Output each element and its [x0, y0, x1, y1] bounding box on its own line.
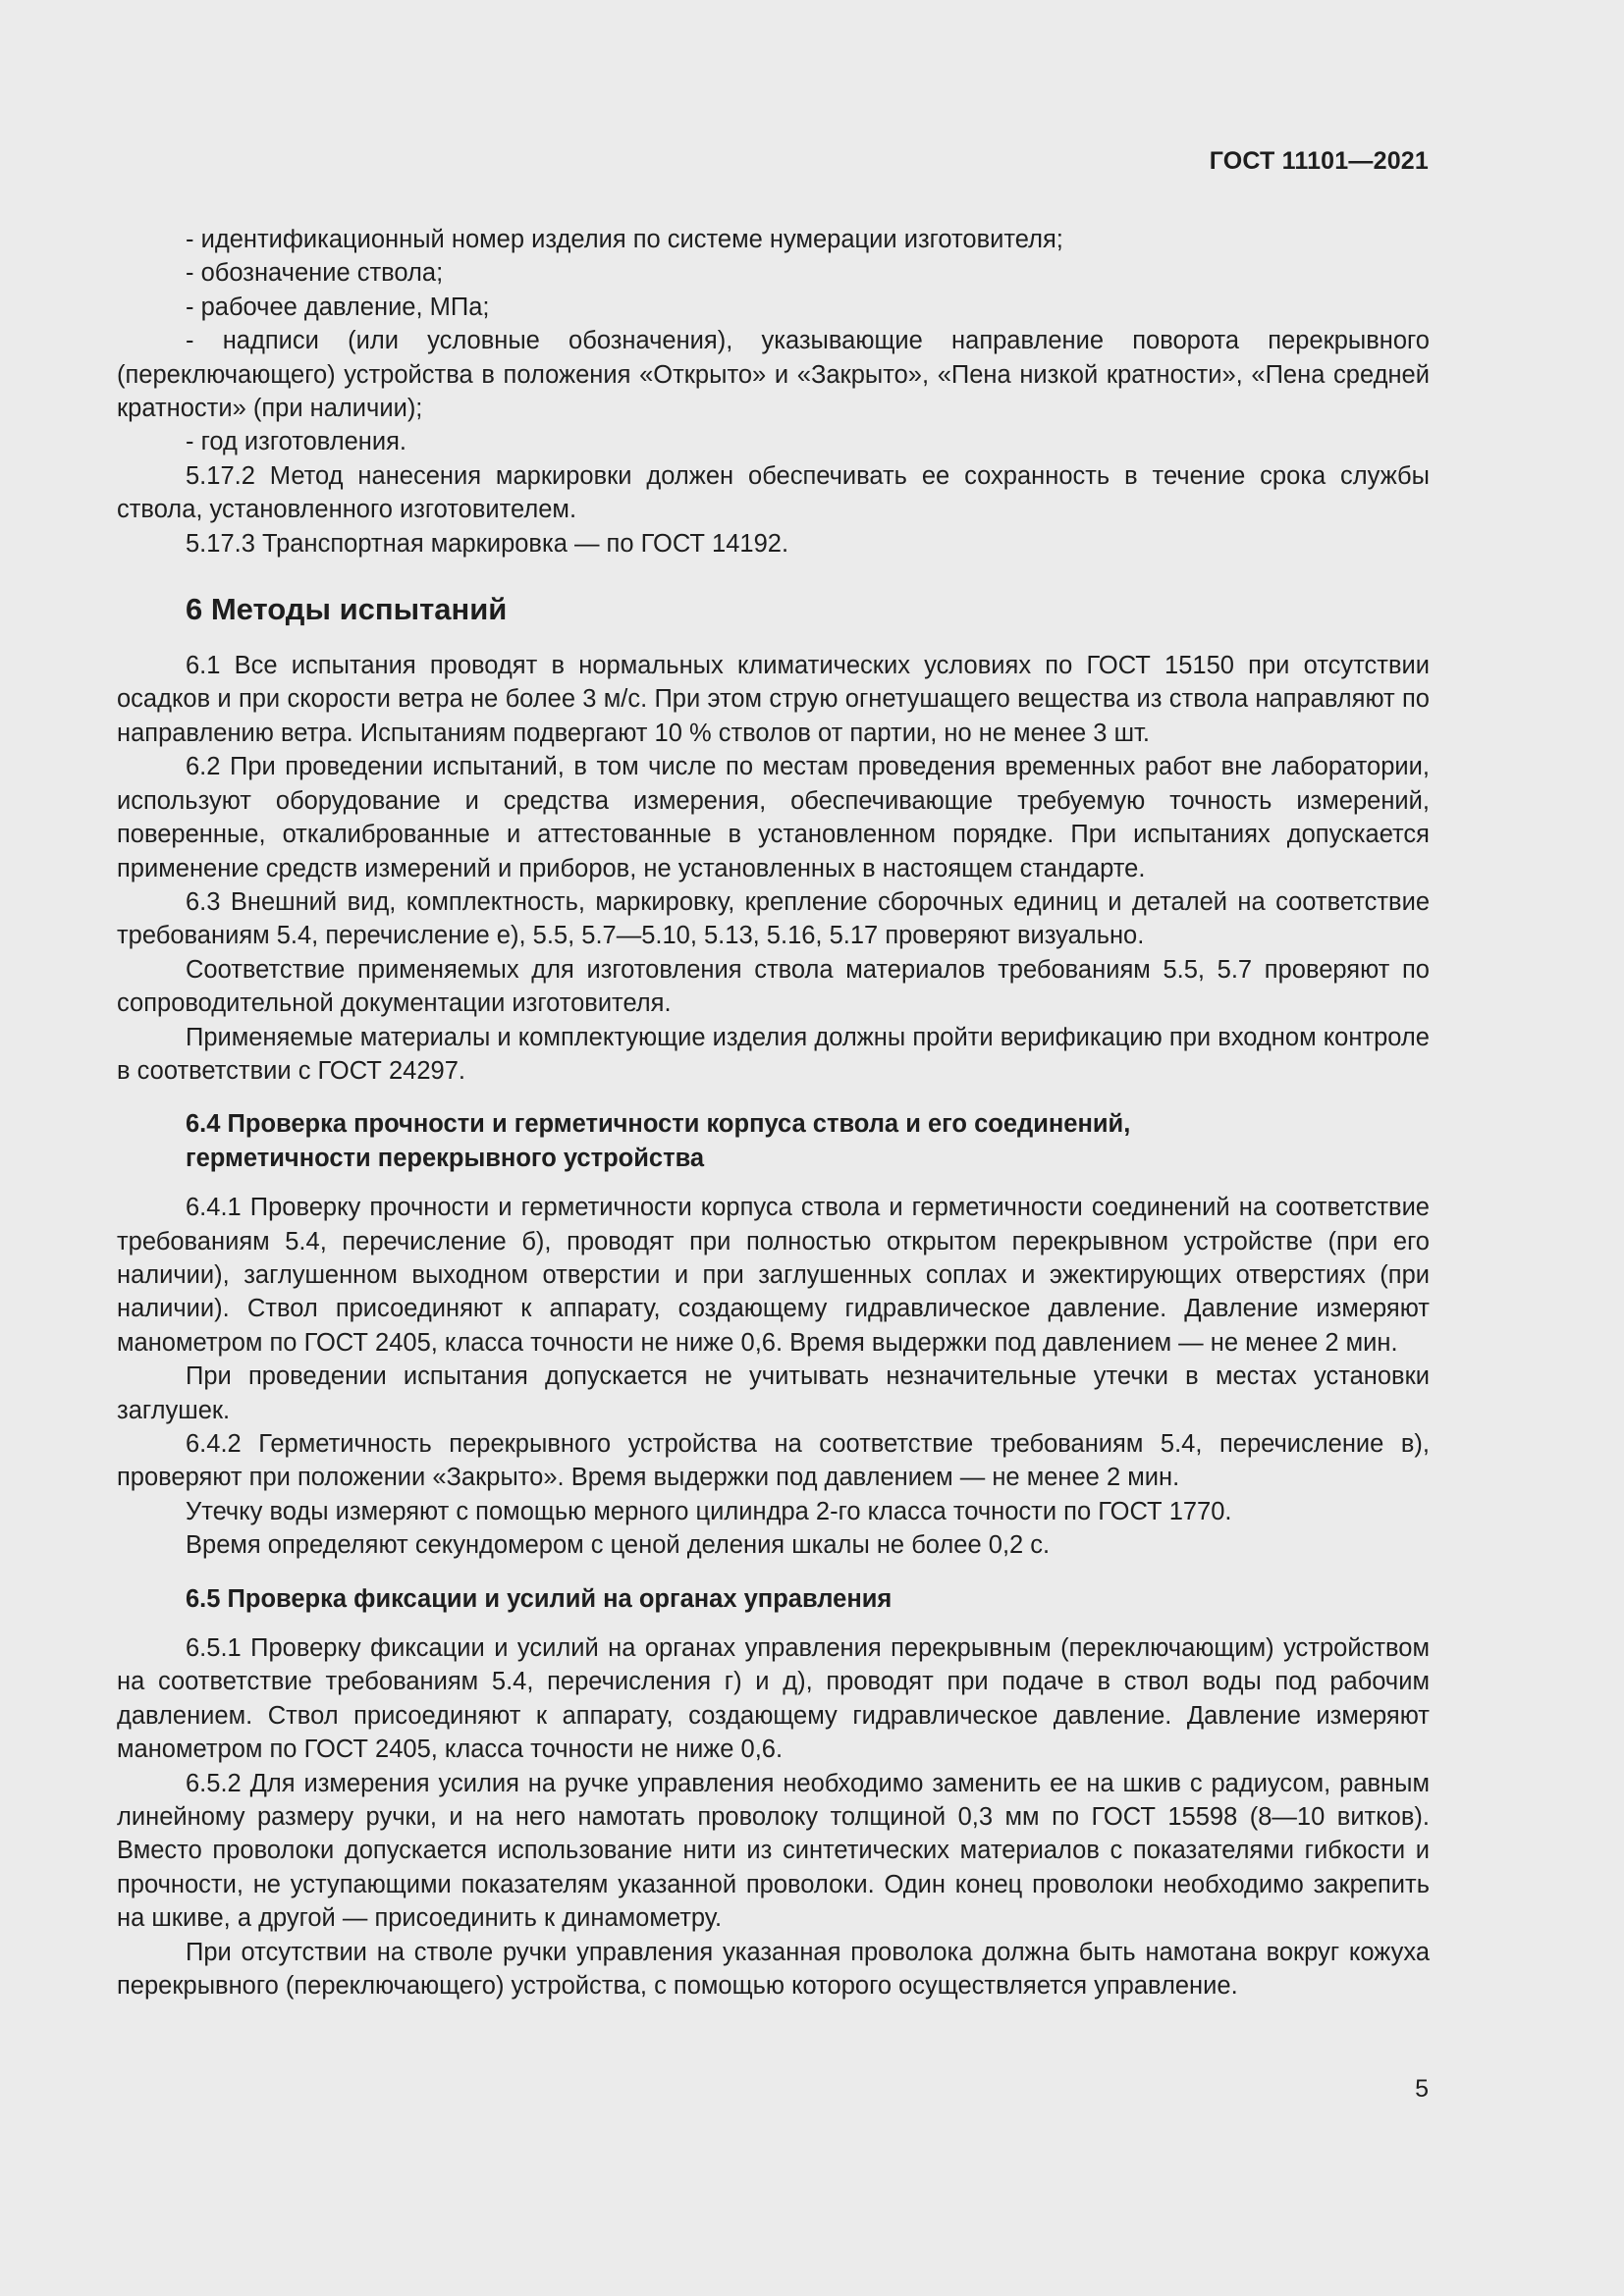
page-number: 5 [1415, 2075, 1429, 2103]
paragraph-6-3: 6.3 Внешний вид, комплектность, маркировку, крепление сборочных единиц и деталей на соответствие требованиям 5.4, перечисление е), 5.5, 5.7—5.10, 5.13, 5.16, 5.17 проверяют визуально. [117, 887, 1430, 950]
list-item: - рабочее давление, МПа; [186, 293, 490, 321]
subsection-6-4-heading-line1: 6.4 Проверка прочности и герметичности корпуса ствола и его соединений, [186, 1110, 1131, 1139]
subsection-6-4-heading [186, 1107, 1430, 1175]
paragraph-6-4-1: 6.4.1 Проверку прочности и герметичности корпуса ствола и герметичности соединений на соответствие требованиям 5.4, перечисление б), проводят при полностью открытом перекрывном устройстве (при его наличии), заглушенном выходном отверстии и при заглушенных соплах и эжектирующих отверстиях (при наличии). Ствол присоединяют к аппарату, создающему гидравлическое давление. Давление измеряют манометром по ГОСТ 2405, класса точности не ниже 0,6. Время выдержки под давлением — не менее 2 мин. [117, 1194, 1430, 1357]
list-item: - обозначение ствола; [186, 259, 444, 288]
paragraph-6-4-2: 6.4.2 Герметичность перекрывного устройства на соответствие требованиям 5.4, перечисление в), проверяют при положении «Закрыто». Время выдержки под давлением — не менее 2 мин. [117, 1430, 1430, 1492]
paragraph-6-4-2-time: Время определяют секундомером с ценой деления шкалы не более 0,2 с. [186, 1531, 1051, 1560]
subsection-6-4-heading-line2: герметичности перекрывного устройства [186, 1144, 705, 1172]
paragraph-6-3-materials: Соответствие применяемых для изготовления ствола материалов требованиям 5.5, 5.7 проверяют по сопроводительной документации изготовителя. [117, 955, 1430, 1018]
paragraph-6-5-2-no-handle: При отсутствии на стволе ручки управления указанная проволока должна быть намотана вокруг кожуха перекрывного (переключающего) устройства, с помощью которого осуществляется управление. [117, 1938, 1430, 2001]
list-item: - год изготовления. [186, 428, 407, 456]
paragraph-6-5-1: 6.5.1 Проверку фиксации и усилий на органах управления перекрывным (переключающим) устройством на соответствие требованиям 5.4, перечисления г) и д), проводят при подаче в ствол воды под рабочим давлением. Ствол присоединяют к аппарату, создающему гидравлическое давление. Давление измеряют манометром по ГОСТ 2405, класса точности не ниже 0,6. [117, 1634, 1430, 1764]
list-item: - идентификационный номер изделия по системе нумерации изготовителя; [186, 226, 1063, 253]
document-body [117, 223, 1430, 2003]
paragraph-6-5-2: 6.5.2 Для измерения усилия на ручке управления необходимо заменить ее на шкив с радиусом, равным линейному размеру ручки, и на него намотать проволоку толщиной 0,3 мм по ГОСТ 15598 (8—10 витков). Вместо проволоки допускается использование нити из синтетических материалов с показателями гибкости и прочности, не уступающими показателям указанной проволоки. Один конец проволоки необходимо закрепить на шкиве, а другой — присоединить к динамометру. [117, 1769, 1430, 1933]
list-item: - надписи (или условные обозначения), указывающие направление поворота перекрывного (переключающего) устройства в положения «Открыто» и «Закрыто», «Пена низкой кратности», «Пена средней кратности» (при наличии); [117, 327, 1430, 423]
paragraph-6-1: 6.1 Все испытания проводят в нормальных климатических условиях по ГОСТ 15150 при отсутствии осадков и при скорости ветра не более 3 м/с. При этом струю огнетушащего вещества из ствола направляют по направлению ветра. Испытаниям подвергают 10 % стволов от партии, но не менее 3 шт. [117, 652, 1430, 747]
paragraph-5-17-2: 5.17.2 Метод нанесения маркировки должен обеспечивать ее сохранность в течение срока службы ствола, установленного изготовителем. [117, 461, 1430, 524]
paragraph-6-2: 6.2 При проведении испытаний, в том числе по местам проведения временных работ вне лаборатории, используют оборудование и средства измерения, обеспечивающие требуемую точность измерений, поверенные, откалиброванные и аттестованные в установленном порядке. При испытаниях допускается применение средств измерений и приборов, не установленных в настоящем стандарте. [117, 753, 1430, 882]
paragraph-6-4-2-leak: Утечку воды измеряют с помощью мерного цилиндра 2-го класса точности по ГОСТ 1770. [186, 1497, 1232, 1525]
paragraph-6-4-1-plugs: При проведении испытания допускается не учитывать незначительные утечки в местах установки заглушек. [117, 1362, 1430, 1424]
paragraph-5-17-3: 5.17.3 Транспортная маркировка — по ГОСТ 14192. [186, 529, 789, 558]
section-6-heading: 6 Методы испытаний [186, 592, 508, 627]
document-code-header: ГОСТ 11101—2021 [1209, 147, 1429, 175]
subsection-6-5-heading: 6.5 Проверка фиксации и усилий на органах управления [186, 1584, 893, 1613]
paragraph-6-3-verification: Применяемые материалы и комплектующие изделия должны пройти верификацию при входном контроле в соответствии с ГОСТ 24297. [117, 1023, 1430, 1085]
